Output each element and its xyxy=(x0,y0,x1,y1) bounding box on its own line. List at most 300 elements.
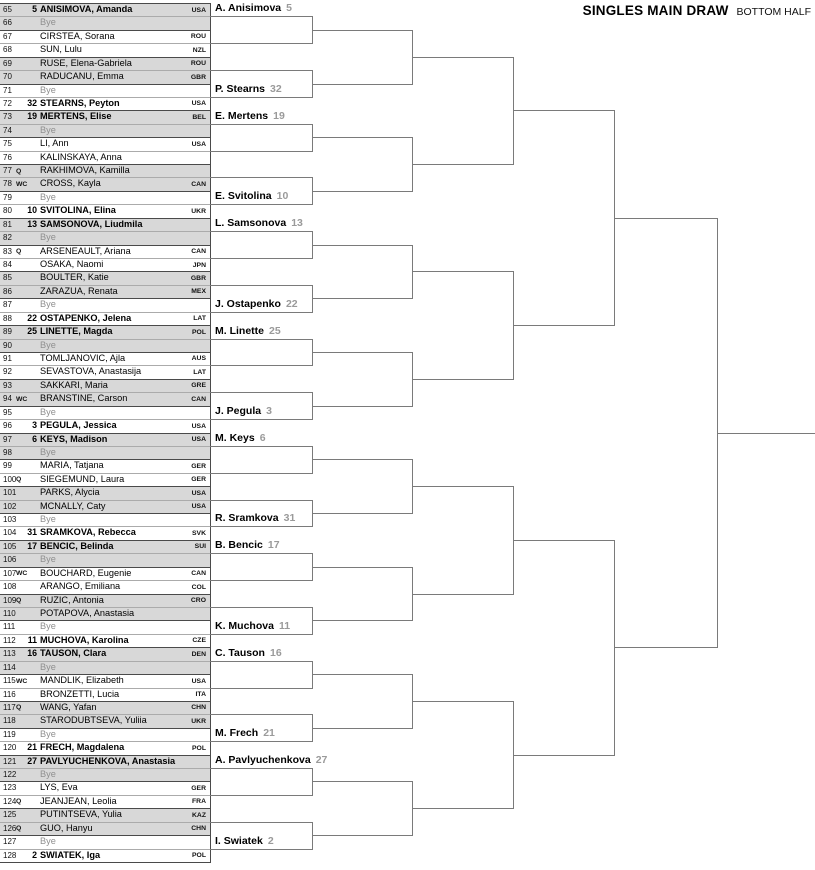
player-row[interactable] xyxy=(0,433,210,446)
seed-label: 22 xyxy=(27,312,37,323)
table-right-border xyxy=(210,3,211,863)
player-name: KALINSKAYA, Anna xyxy=(40,151,122,162)
country-code: GER xyxy=(191,476,206,484)
player-name: PUTINTSEVA, Yulia xyxy=(40,809,122,820)
player-row[interactable] xyxy=(0,647,210,660)
country-code: UKR xyxy=(191,207,206,215)
player-name: MUCHOVA, Karolina xyxy=(40,634,129,645)
bracket-line xyxy=(312,245,412,246)
round2-player-label[interactable] xyxy=(215,754,327,767)
page-title: SINGLES MAIN DRAW xyxy=(582,3,729,18)
seed-label: 13 xyxy=(27,218,37,229)
player-name: MARIA, Tatjana xyxy=(40,460,104,471)
round2-player-name: B. Bencic xyxy=(215,539,263,552)
player-name: BOUCHARD, Eugenie xyxy=(40,567,132,578)
round2-player-label[interactable] xyxy=(215,405,272,418)
player-row[interactable] xyxy=(0,674,210,687)
bracket-line xyxy=(210,500,312,501)
player-name: LYS, Eva xyxy=(40,782,78,793)
player-row[interactable] xyxy=(0,110,210,123)
bracket-line xyxy=(210,768,312,769)
round2-player-label[interactable] xyxy=(215,835,274,848)
country-code: USA xyxy=(191,503,206,511)
player-row[interactable] xyxy=(0,137,210,150)
player-name: RUZIC, Antonia xyxy=(40,594,104,605)
player-name: SEVASTOVA, Anastasija xyxy=(40,366,142,377)
round2-player-name: E. Mertens xyxy=(215,109,269,122)
row-separator xyxy=(0,339,210,340)
player-row[interactable] xyxy=(0,312,210,325)
country-code: GER xyxy=(191,462,206,470)
player-row[interactable] xyxy=(0,567,210,580)
player-name: ARSENEAULT, Ariana xyxy=(40,245,131,256)
country-code: AUS xyxy=(191,355,206,363)
position-label: 74 xyxy=(3,125,12,135)
player-row[interactable] xyxy=(0,97,210,110)
bye-row xyxy=(0,406,210,419)
player-name: CROSS, Kayla xyxy=(40,178,101,189)
player-name: JEANJEAN, Leolia xyxy=(40,795,117,806)
position-label: 70 xyxy=(3,72,12,82)
country-code: COL xyxy=(191,583,206,591)
row-separator xyxy=(0,473,210,474)
bracket-line xyxy=(312,84,412,85)
row-separator xyxy=(0,661,210,662)
round2-player-label[interactable] xyxy=(215,539,280,552)
pair-border xyxy=(0,674,210,675)
player-name: BENCIC, Belinda xyxy=(40,540,114,551)
position-label: 126 xyxy=(3,823,17,833)
player-name: BOULTER, Katie xyxy=(40,272,109,283)
player-row[interactable] xyxy=(0,43,210,56)
bracket-line xyxy=(513,325,614,326)
round2-player-label[interactable] xyxy=(215,512,295,525)
bracket-line xyxy=(210,70,312,71)
bye-row xyxy=(0,298,210,311)
bye-row xyxy=(0,339,210,352)
bye-label: Bye xyxy=(40,191,56,202)
country-code: JPN xyxy=(192,261,206,269)
position-label: 121 xyxy=(3,756,17,766)
country-code: POL xyxy=(192,744,206,752)
bye-row xyxy=(0,553,210,566)
round2-player-name: M. Keys xyxy=(215,431,255,444)
row-separator xyxy=(0,553,210,554)
bracket-line xyxy=(210,258,312,259)
position-label: 122 xyxy=(3,770,17,780)
position-label: 69 xyxy=(3,58,12,68)
position-label: 77 xyxy=(3,166,12,176)
round2-seed-label: 31 xyxy=(283,512,296,525)
player-row[interactable] xyxy=(0,325,210,338)
position-label: 114 xyxy=(3,662,16,672)
player-row[interactable] xyxy=(0,473,210,486)
bracket-line xyxy=(312,137,412,138)
seed-label: 19 xyxy=(27,111,37,122)
country-code: GER xyxy=(191,784,206,792)
player-row[interactable] xyxy=(0,151,210,164)
bye-row xyxy=(0,16,210,29)
round2-player-label[interactable] xyxy=(215,325,281,338)
player-row[interactable] xyxy=(0,352,210,365)
bracket-line xyxy=(210,741,312,742)
player-row[interactable] xyxy=(0,218,210,231)
round2-player-label[interactable] xyxy=(215,298,298,311)
player-row[interactable] xyxy=(0,258,210,271)
row-separator xyxy=(0,258,210,259)
bracket-line xyxy=(210,231,312,232)
position-label: 67 xyxy=(3,31,12,41)
player-name: GUO, Hanyu xyxy=(40,822,93,833)
position-label: 94 xyxy=(3,394,12,404)
bye-row xyxy=(0,513,210,526)
country-code: GRE xyxy=(191,382,206,390)
round2-player-label[interactable] xyxy=(215,620,290,633)
player-row[interactable] xyxy=(0,594,210,607)
bracket-line xyxy=(312,30,412,31)
pair-border xyxy=(0,218,210,219)
bracket-line xyxy=(312,835,412,836)
bracket-line xyxy=(210,822,312,823)
player-name: OSAKA, Naomi xyxy=(40,259,104,270)
position-label: 107 xyxy=(3,568,17,578)
row-separator xyxy=(0,392,210,393)
country-code: CAN xyxy=(191,570,206,578)
pair-border xyxy=(0,30,210,31)
player-row[interactable] xyxy=(0,755,210,768)
bye-label: Bye xyxy=(40,621,56,632)
country-code: USA xyxy=(191,6,206,14)
player-row[interactable] xyxy=(0,285,210,298)
player-name: OSTAPENKO, Jelena xyxy=(40,312,132,323)
country-code: FRA xyxy=(192,798,206,806)
country-code: USA xyxy=(191,489,206,497)
row-separator xyxy=(0,526,210,527)
bye-row xyxy=(0,84,210,97)
player-row[interactable] xyxy=(0,392,210,405)
player-row[interactable] xyxy=(0,607,210,620)
bracket-line xyxy=(312,567,412,568)
position-label: 82 xyxy=(3,233,12,243)
pair-border xyxy=(0,137,210,138)
round2-seed-label: 25 xyxy=(269,324,281,337)
country-code: GBR xyxy=(190,274,206,282)
bracket-line xyxy=(412,57,513,58)
row-separator xyxy=(0,70,210,71)
round2-player-name: M. Frech xyxy=(215,727,259,740)
bracket-line xyxy=(312,298,412,299)
bracket-line xyxy=(312,352,412,353)
player-name: ANISIMOVA, Amanda xyxy=(40,4,133,14)
country-code: USA xyxy=(191,677,206,685)
pair-border xyxy=(0,567,210,568)
position-label: 124 xyxy=(3,796,17,806)
pair-border xyxy=(0,594,210,595)
bracket-line xyxy=(513,755,614,756)
bye-label: Bye xyxy=(40,339,56,350)
player-row[interactable] xyxy=(0,701,210,714)
round2-player-label[interactable] xyxy=(215,647,282,660)
player-row[interactable] xyxy=(0,70,210,83)
pair-border xyxy=(0,835,210,836)
pair-border xyxy=(0,3,210,4)
player-name: WANG, Yafan xyxy=(40,701,97,712)
player-name: BRONZETTI, Lucia xyxy=(40,688,120,699)
round2-seed-label: 10 xyxy=(276,190,289,203)
position-label: 108 xyxy=(3,582,17,592)
bye-label: Bye xyxy=(40,406,56,417)
player-row[interactable] xyxy=(0,580,210,593)
position-label: 86 xyxy=(3,286,12,296)
seed-label: 32 xyxy=(27,97,37,108)
bracket-line xyxy=(210,661,312,662)
round2-player-label[interactable] xyxy=(215,432,266,445)
player-name: SRAMKOVA, Rebecca xyxy=(40,527,136,538)
bracket-line xyxy=(210,580,312,581)
player-name: BRANSTINE, Carson xyxy=(40,393,128,404)
round2-player-name: A. Anisimova xyxy=(215,2,282,15)
player-row[interactable] xyxy=(0,781,210,794)
bye-row xyxy=(0,835,210,848)
row-separator xyxy=(0,231,210,232)
player-row[interactable] xyxy=(0,849,210,862)
player-name: FRECH, Magdalena xyxy=(40,742,125,753)
bye-row xyxy=(0,124,210,137)
country-code: DEN xyxy=(191,650,206,658)
position-label: 76 xyxy=(3,152,12,162)
country-code: LAT xyxy=(193,315,206,323)
round2-player-name: J. Ostapenko xyxy=(215,297,281,310)
bye-row xyxy=(0,768,210,781)
round2-seed-label: 13 xyxy=(291,217,303,230)
player-name: TOMLJANOVIC, Ajla xyxy=(40,352,126,363)
seed-label: 16 xyxy=(27,648,37,659)
player-row[interactable] xyxy=(0,271,210,284)
position-label: 113 xyxy=(3,649,16,659)
bracket-line xyxy=(210,97,312,98)
bye-label: Bye xyxy=(40,836,56,847)
player-row[interactable] xyxy=(0,379,210,392)
bracket-line xyxy=(412,271,513,272)
country-code: ITA xyxy=(195,691,206,699)
round2-player-label[interactable] xyxy=(215,83,282,96)
position-label: 97 xyxy=(3,434,12,444)
country-code: CHN xyxy=(191,704,206,712)
round2-seed-label: 16 xyxy=(269,646,282,659)
bye-row xyxy=(0,446,210,459)
position-label: 88 xyxy=(3,313,12,323)
player-name: POTAPOVA, Anastasia xyxy=(40,607,135,618)
round2-seed-label: 32 xyxy=(270,82,282,95)
pair-border xyxy=(0,540,210,541)
bracket-line xyxy=(412,379,513,380)
row-separator xyxy=(0,124,210,125)
country-code: KAZ xyxy=(192,811,206,819)
position-label: 118 xyxy=(3,716,16,726)
country-code: USA xyxy=(191,436,206,443)
position-label: 87 xyxy=(3,300,12,310)
country-code: MEX xyxy=(191,288,206,296)
row-separator xyxy=(0,741,210,742)
bracket-line xyxy=(210,473,312,474)
player-row[interactable] xyxy=(0,688,210,701)
round2-player-label[interactable] xyxy=(215,2,292,15)
position-label: 117 xyxy=(3,702,16,712)
bracket-line xyxy=(312,620,412,621)
player-name: PARKS, Alycia xyxy=(40,487,100,498)
player-row[interactable] xyxy=(0,795,210,808)
bracket-line xyxy=(210,553,312,554)
country-code: ROU xyxy=(190,60,206,68)
bracket-line xyxy=(210,849,312,850)
seed-label: 25 xyxy=(27,326,37,337)
position-label: 91 xyxy=(3,353,12,363)
pair-border xyxy=(0,808,210,809)
pair-border xyxy=(0,352,210,353)
player-row[interactable] xyxy=(0,486,210,499)
pair-border xyxy=(0,781,210,782)
country-code: SUI xyxy=(194,543,206,551)
bracket-line xyxy=(210,365,312,366)
pair-border xyxy=(0,271,210,272)
bye-label: Bye xyxy=(40,232,56,243)
player-row[interactable] xyxy=(0,714,210,727)
bracket-line xyxy=(312,781,412,782)
player-row[interactable] xyxy=(0,57,210,70)
entry-type-badge: WC xyxy=(16,677,28,685)
bracket-line xyxy=(210,43,312,44)
position-label: 112 xyxy=(3,635,16,645)
player-row[interactable] xyxy=(0,164,210,177)
player-row[interactable] xyxy=(0,245,210,258)
player-name: SIEGEMUND, Laura xyxy=(40,473,125,484)
bye-label: Bye xyxy=(40,554,56,565)
entry-type-badge: Q xyxy=(16,167,22,175)
player-row[interactable] xyxy=(0,419,210,432)
entry-type-badge: Q xyxy=(16,798,22,806)
player-name: SVITOLINA, Elina xyxy=(40,205,116,216)
pair-border xyxy=(0,379,210,380)
bye-label: Bye xyxy=(40,84,56,95)
bracket-line xyxy=(717,433,815,434)
bracket-line xyxy=(513,540,614,541)
bracket-line xyxy=(210,526,312,527)
page-header xyxy=(583,2,811,20)
round2-player-label[interactable] xyxy=(215,727,275,740)
country-code: USA xyxy=(191,100,206,108)
player-row[interactable] xyxy=(0,30,210,43)
round2-seed-label: 2 xyxy=(267,834,274,847)
position-label: 127 xyxy=(3,837,17,847)
bye-label: Bye xyxy=(40,728,56,739)
player-row[interactable] xyxy=(0,526,210,539)
player-name: SUN, Lulu xyxy=(40,44,82,55)
seed-label: 5 xyxy=(32,4,37,14)
player-row[interactable] xyxy=(0,204,210,217)
round2-player-label[interactable] xyxy=(215,110,285,123)
player-name: MERTENS, Elise xyxy=(40,111,112,122)
position-label: 81 xyxy=(3,219,12,229)
player-name: STARODUBTSEVA, Yuliia xyxy=(40,715,147,726)
bracket-line xyxy=(312,459,412,460)
seed-label: 17 xyxy=(27,540,37,551)
round2-player-name: P. Stearns xyxy=(215,82,266,95)
player-row[interactable] xyxy=(0,500,210,513)
round2-seed-label: 5 xyxy=(286,2,292,15)
bracket-line xyxy=(412,486,513,487)
round2-player-label[interactable] xyxy=(215,217,303,230)
bracket-line xyxy=(412,594,513,595)
row-separator xyxy=(0,151,210,152)
round2-player-label[interactable] xyxy=(215,190,288,203)
round2-player-name: J. Pegula xyxy=(215,405,262,418)
entry-type-badge: Q xyxy=(16,597,22,605)
pair-border xyxy=(0,701,210,702)
row-separator xyxy=(0,204,210,205)
bracket-line xyxy=(614,218,717,219)
player-row[interactable] xyxy=(0,741,210,754)
bye-label: Bye xyxy=(40,514,56,525)
player-row[interactable] xyxy=(0,634,210,647)
position-label: 65 xyxy=(3,5,12,14)
position-label: 66 xyxy=(3,18,12,28)
country-code: USA xyxy=(191,422,206,430)
bye-label: Bye xyxy=(40,124,56,135)
position-label: 116 xyxy=(3,689,16,699)
country-code: CHN xyxy=(191,825,206,833)
pair-border xyxy=(0,459,210,460)
row-separator xyxy=(0,312,210,313)
player-row[interactable] xyxy=(0,365,210,378)
player-row[interactable] xyxy=(0,3,210,16)
bracket-line xyxy=(210,634,312,635)
round2-seed-label: 17 xyxy=(267,539,280,552)
position-label: 93 xyxy=(3,380,12,390)
position-label: 110 xyxy=(3,608,16,618)
position-label: 68 xyxy=(3,45,12,55)
bye-label: Bye xyxy=(40,769,56,780)
position-label: 84 xyxy=(3,260,12,270)
bracket-line xyxy=(312,513,412,514)
country-code: POL xyxy=(192,852,206,860)
row-separator xyxy=(0,688,210,689)
entry-type-badge: Q xyxy=(16,248,22,256)
bracket-line xyxy=(210,392,312,393)
bye-row xyxy=(0,231,210,244)
player-name: ZARAZUA, Renata xyxy=(40,285,118,296)
bracket-line xyxy=(614,647,717,648)
row-separator xyxy=(0,795,210,796)
position-label: 102 xyxy=(3,501,17,511)
bracket-line xyxy=(210,16,312,17)
bracket-line xyxy=(312,674,412,675)
player-name: MCNALLY, Caty xyxy=(40,500,106,511)
player-row[interactable] xyxy=(0,459,210,472)
player-name: RAKHIMOVA, Kamilla xyxy=(40,165,130,176)
country-code: CZE xyxy=(192,637,206,645)
position-label: 79 xyxy=(3,192,12,202)
player-row[interactable] xyxy=(0,177,210,190)
player-row[interactable] xyxy=(0,540,210,553)
pair-border xyxy=(0,110,210,111)
player-row[interactable] xyxy=(0,808,210,821)
pair-border xyxy=(0,245,210,246)
player-name: LI, Ann xyxy=(40,138,69,149)
bracket-line xyxy=(210,688,312,689)
row-separator xyxy=(0,822,210,823)
row-separator xyxy=(0,500,210,501)
player-row[interactable] xyxy=(0,822,210,835)
